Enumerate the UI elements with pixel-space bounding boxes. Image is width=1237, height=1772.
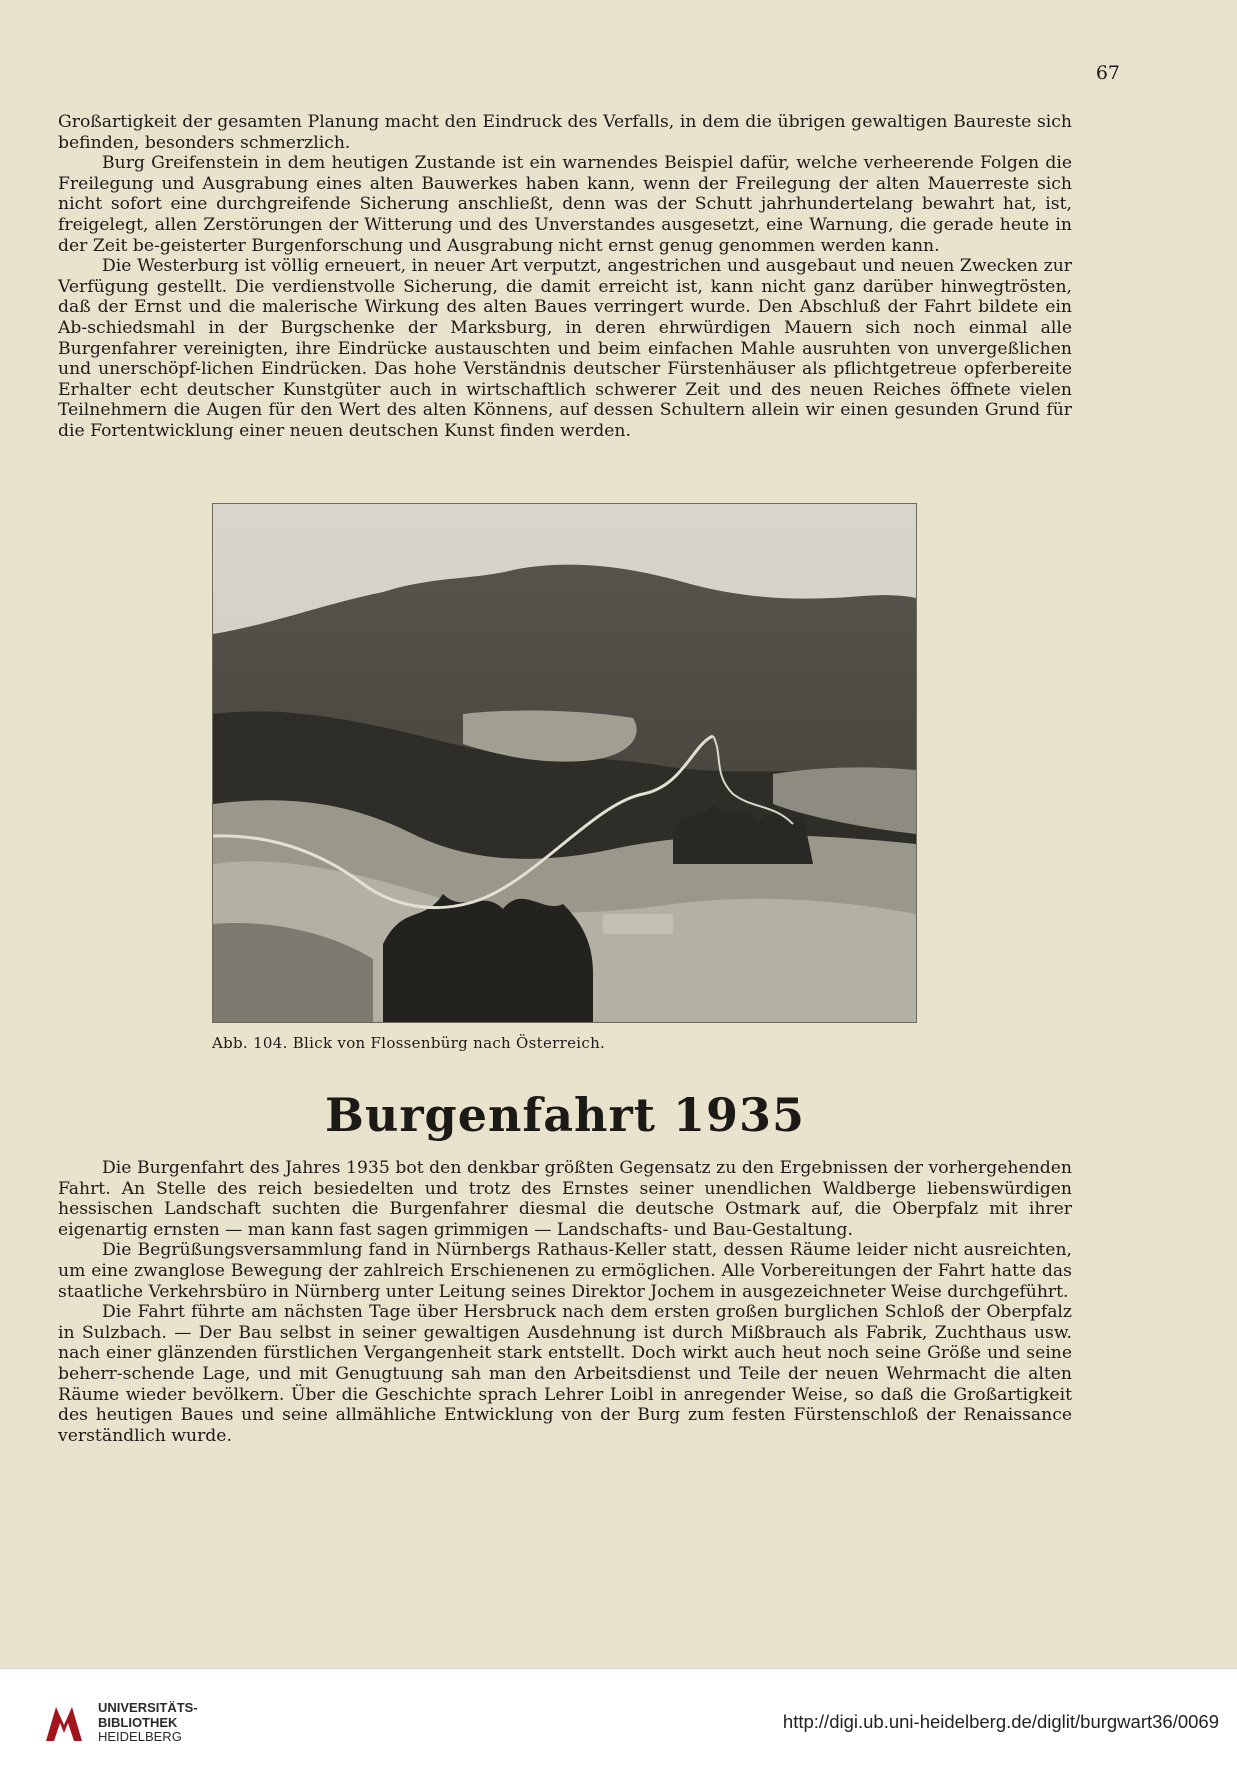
section-heading: Burgenfahrt 1935 (325, 1088, 805, 1142)
paragraph: Die Begrüßungsversammlung fand in Nürnbergs Rathaus-Keller statt, dessen Räume leider nicht ausreichten, um eine zwanglose Bewegung der zahlreich Erschienenen zu ermöglichen. Alle Vorbereitungen der Fahrt hatte das staatliche Verkehrsbüro in Nürnberg unter Leitung seines Direktor Jochem in ausgezeichneter Weise durchgeführt. (58, 1240, 1072, 1302)
bottom-text-block (58, 1158, 1072, 1446)
paragraph: Großartigkeit der gesamten Planung macht den Eindruck des Verfalls, in dem die übrigen gewaltigen Baureste sich befinden, besonders schmerzlich. (58, 112, 1072, 153)
rocks (603, 914, 673, 934)
landscape-photo (212, 503, 917, 1023)
library-logo-icon (42, 1701, 86, 1745)
figure-caption: Abb. 104. Blick von Flossenbürg nach Österreich. (212, 1034, 606, 1052)
paragraph: Burg Greifenstein in dem heutigen Zustande ist ein warnendes Beispiel dafür, welche verheerende Folgen die Freilegung und Ausgrabung eines alten Bauwerkes haben kann, wenn der Freilegung der alten Mauerreste sich nicht sofort eine durchgreifende Sicherung anschließt, denn was der Schutt jahrhundertelang bewahrt hat, ist, freigelegt, allen Zerstörungen der Witterung und des Unverstandes ausgesetzt, eine Warnung, die gerade heute in der Zeit be-geisterter Burgenforschung und Ausgrabung nicht ernst genug genommen werden kann. (58, 153, 1072, 256)
landscape-photo-drawing (213, 504, 916, 1022)
paragraph: Die Westerburg ist völlig erneuert, in neuer Art verputzt, angestrichen und ausgebaut und neuen Zwecken zur Verfügung gestellt. Die verdienstvolle Sicherung, die damit erreicht ist, kann nicht ganz darüber hinwegtrösten, daß der Ernst und die malerische Wirkung des alten Baues verringert wurde. Den Abschluß der Fahrt bildete ein Ab-schiedsmahl in der Burgschenke der Marksburg, in deren ehrwürdigen Mauern sich noch einmal alle Burgenfahrer vereinigten, ihre Eindrücke austauschten und beim einfachen Mahle ausruhten von unvergeßlichen und unerschöpf-lichen Eindrücken. Das hohe Verständnis deutscher Fürstenhäuser als pflichtgetreue opferbereite Erhalter echt deutscher Kunstgüter auch in wirtschaftlich schwerer Zeit und des neuen Reiches öffnete vielen Teilnehmern die Augen für den Wert des alten Könnens, auf dessen Schultern allein wir einen gesunden Grund für die Fortentwicklung einer neuen deutschen Kunst finden werden. (58, 256, 1072, 441)
logo-line: BIBLIOTHEK (98, 1714, 178, 1730)
footer-bar (0, 1668, 1237, 1772)
source-url-link[interactable]: http://digi.ub.uni-heidelberg.de/diglit/burgwart36/0069 (782, 1711, 1219, 1732)
page-number: 67 (1095, 62, 1120, 84)
library-logo-text (98, 1701, 228, 1745)
paragraph: Die Burgenfahrt des Jahres 1935 bot den denkbar größten Gegensatz zu den Ergebnissen der vorhergehenden Fahrt. An Stelle des reich besiedelten und trotz des Ernstes seiner unendlichen Waldberge liebenswürdigen hessischen Landschaft suchten die Burgenfahrer diesmal die deutsche Ostmark auf, die Oberpfalz mit ihrer eigenartig ernsten — man kann fast sagen grimmigen — Landschafts- und Bau-Gestaltung. (58, 1158, 1072, 1240)
logo-line: UNIVERSITÄTS- (98, 1700, 198, 1715)
top-text-block (58, 112, 1072, 442)
logo-line: HEIDELBERG (98, 1729, 182, 1744)
paragraph: Die Fahrt führte am nächsten Tage über Hersbruck nach dem ersten großen burglichen Schloß der Oberpfalz in Sulzbach. — Der Bau selbst in seiner gewaltigen Ausdehnung ist durch Mißbrauch als Fabrik, Zuchthaus usw. nach einer glänzenden fürstlichen Vergangenheit stark entstellt. Doch wirkt auch heut noch seine Größe und seine beherr-schende Lage, und mit Genugtuung sah man den Arbeitsdienst und Teile der neuen Wehrmacht die alten Räume wieder bevölkern. Über die Geschichte sprach Lehrer Loibl in anregender Weise, so daß die Großartigkeit des heutigen Baues und seine allmähliche Entwicklung von der Burg zum festen Fürstenschloß der Renaissance verständlich wurde. (58, 1302, 1072, 1446)
